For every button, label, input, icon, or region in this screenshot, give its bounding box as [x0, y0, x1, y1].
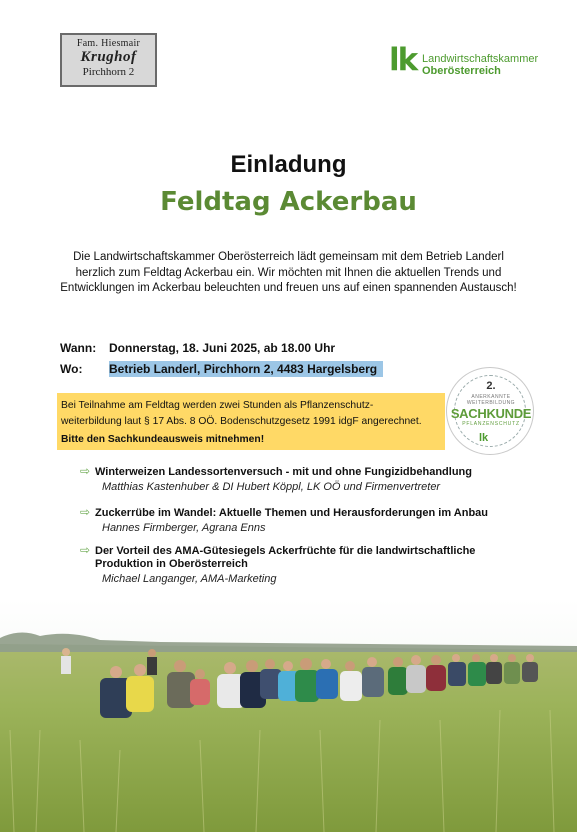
where-row — [60, 362, 383, 376]
when-label: Wann: — [60, 341, 97, 355]
seal-lk-mark: lk — [479, 432, 489, 444]
farm-sign — [60, 33, 157, 87]
program-item — [80, 507, 520, 535]
where-label: Wo: — [60, 362, 83, 376]
lk-logo-mark: lk — [389, 42, 417, 78]
page-title: Einladung — [230, 151, 347, 178]
farm-sign-address: Pirchhorn 2 — [82, 66, 135, 78]
farm-sign-name: Krughof — [80, 49, 137, 65]
notice-line2: weiterbildung laut § 17 Abs. 8 OÖ. Bodenschutzgesetz 1991 idgF angerechnet. — [61, 416, 422, 427]
notice-bring-card: Bitte den Sachkundeausweis mitnehmen! — [61, 434, 265, 445]
seal-subtitle: PFLANZENSCHUTZ — [462, 421, 520, 427]
field-photo-illustration — [0, 600, 577, 832]
program-item-title: Zuckerrübe im Wandel: Aktuelle Themen und Herausforderungen im Anbau — [95, 507, 488, 519]
where-value: Betrieb Landerl, Pirchhorn 2, 4483 Hargelsberg — [109, 361, 383, 377]
when-value: Donnerstag, 18. Juni 2025, ab 18.00 Uhr — [109, 341, 336, 355]
seal-small-text1: ANERKANNTE — [471, 394, 511, 400]
when-row — [60, 341, 335, 355]
arrow-right-icon: ⇨ — [80, 505, 91, 519]
program-item-speakers: Matthias Kastenhuber & DI Hubert Köppl, LK OÖ und Firmenvertreter — [102, 481, 441, 493]
lk-logo-line2: Oberösterreich — [422, 65, 501, 77]
seal-title: SACHKUNDE — [450, 406, 532, 421]
farm-sign-line1: Fam. Hiesmair — [76, 38, 141, 49]
intro-text: Die Landwirtschaftskammer Oberösterreich lädt gemeinsam mit dem Betrieb Landerl herzlich zum Feldtag Ackerbau ein. Wir möchten mit Ihnen die aktuellen Trends und Entwicklungen im Ackerbau beleuchten und freuen uns auf einen spannenden Austausch! — [60, 251, 517, 294]
seal-small-text2: WEITERBILDUNG — [466, 400, 516, 406]
program-item-title: Winterweizen Landessortenversuch - mit und ohne Fungizidbehandlung — [95, 466, 472, 478]
notice-line1: Bei Teilnahme am Feldtag werden zwei Stunden als Pflanzenschutz- — [61, 400, 374, 411]
field-photo — [0, 600, 577, 832]
program-item-speakers: Hannes Firmberger, Agrana Enns — [102, 522, 266, 534]
lk-logo-line1: Landwirtschaftskammer — [422, 53, 539, 65]
program-item — [80, 545, 520, 586]
sachkunde-seal — [446, 367, 534, 455]
program-item — [80, 466, 520, 494]
lk-logo-text — [422, 53, 538, 77]
arrow-right-icon: ⇨ — [80, 543, 91, 557]
program-item-title: Der Vorteil des AMA-Gütesiegels Ackerfrüchte für die landwirtschaftliche Produktion in Oberösterreich — [95, 545, 476, 570]
arrow-right-icon: ⇨ — [80, 464, 91, 478]
program-item-speakers: Michael Langanger, AMA-Marketing — [102, 573, 277, 585]
notice-box — [57, 393, 445, 450]
seal-number: 2. — [486, 380, 496, 392]
page-subtitle: Feldtag Ackerbau — [160, 187, 417, 217]
